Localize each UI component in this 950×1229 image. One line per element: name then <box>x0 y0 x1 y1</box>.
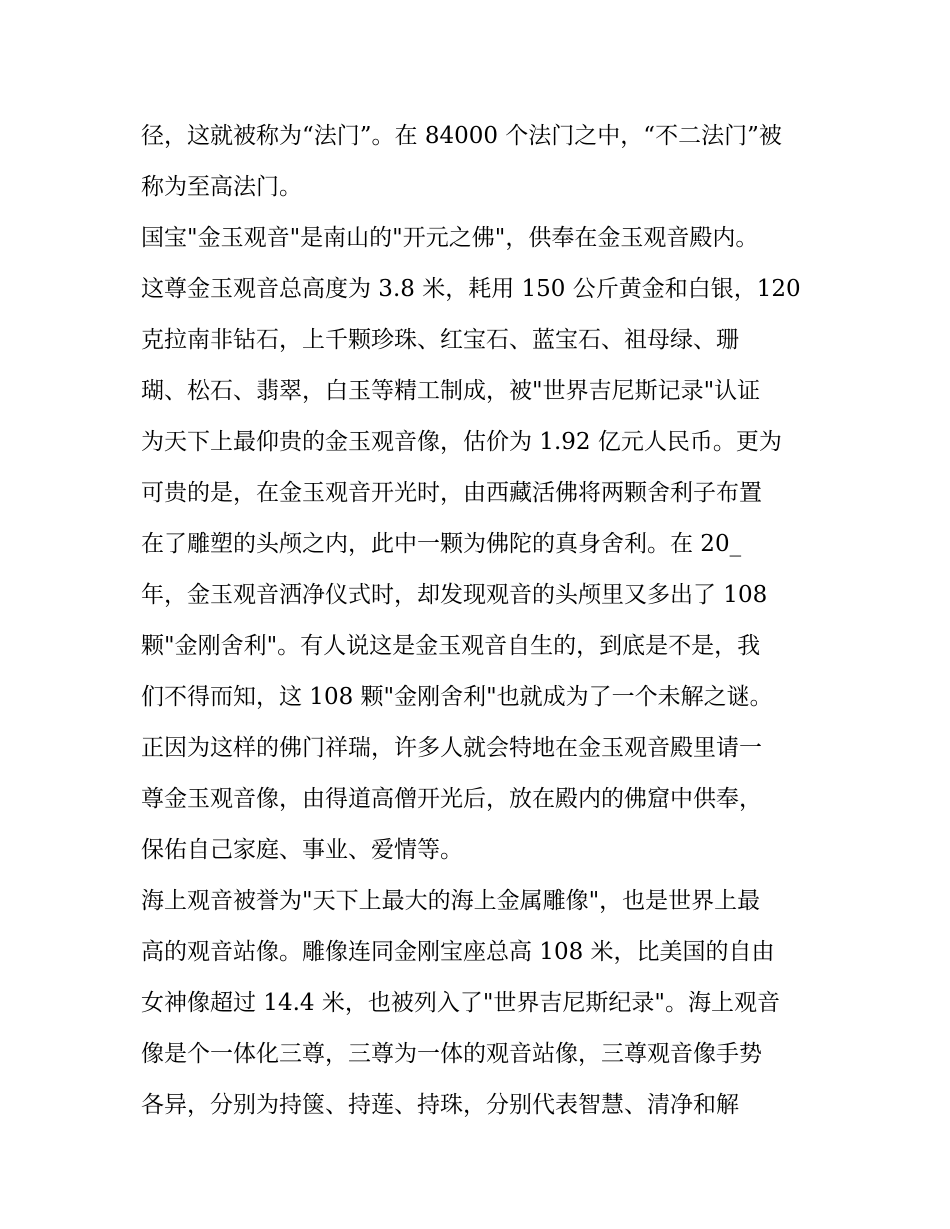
text-line: 保佑自己家庭、事业、爱情等。 <box>141 837 463 863</box>
text-line: 在了雕塑的头颅之内，此中一颗为佛陀的真身舍利。在 20_ <box>141 531 742 557</box>
text-line: 径，这就被称为“法门”。在 84000 个法门之中，“不二法门”被 <box>141 123 782 149</box>
text-line: 正因为这样的佛门祥瑞，许多人就会特地在金玉观音殿里请一 <box>141 735 762 761</box>
text-line: 可贵的是，在金玉观音开光时，由西藏活佛将两颗舍利子布置 <box>141 480 762 506</box>
text-line: 克拉南非钻石，上千颗珍珠、红宝石、蓝宝石、祖母绿、珊 <box>141 327 739 353</box>
text-line: 为天下上最仰贵的金玉观音像，估价为 1.92 亿元人民币。更为 <box>141 429 782 455</box>
text-line: 女神像超过 14.4 米，也被列入了"世界吉尼斯纪录"。海上观音 <box>141 990 780 1016</box>
text-line: 各异，分别为持箧、持莲、持珠，分别代表智慧、清净和解 <box>141 1092 739 1118</box>
text-line: 颗"金刚舍利"。有人说这是金玉观音自生的，到底是不是，我 <box>141 633 761 659</box>
text-line: 国宝"金玉观音"是南山的"开元之佛"，供奉在金玉观音殿内。 <box>141 225 759 251</box>
text-line: 瑚、松石、翡翠，白玉等精工制成，被"世界吉尼斯记录"认证 <box>141 378 761 404</box>
text-line: 们不得而知，这 108 颗"金刚舍利"也就成为了一个未解之谜。 <box>141 684 773 710</box>
text-line: 高的观音站像。雕像连同金刚宝座总高 108 米，比美国的自由 <box>141 939 775 965</box>
text-line: 年，金玉观音洒净仪式时，却发现观音的头颅里又多出了 108 <box>141 582 768 608</box>
text-line: 称为至高法门。 <box>141 174 302 200</box>
text-line: 像是个一体化三尊，三尊为一体的观音站像，三尊观音像手势 <box>141 1041 762 1067</box>
text-line: 这尊金玉观音总高度为 3.8 米，耗用 150 公斤黄金和白银，120 <box>141 276 801 302</box>
text-line: 海上观音被誉为"天下上最大的海上金属雕像"，也是世界上最 <box>141 888 761 914</box>
document-body <box>141 111 831 1131</box>
text-line: 尊金玉观音像，由得道高僧开光后，放在殿内的佛窟中供奉， <box>141 786 762 812</box>
